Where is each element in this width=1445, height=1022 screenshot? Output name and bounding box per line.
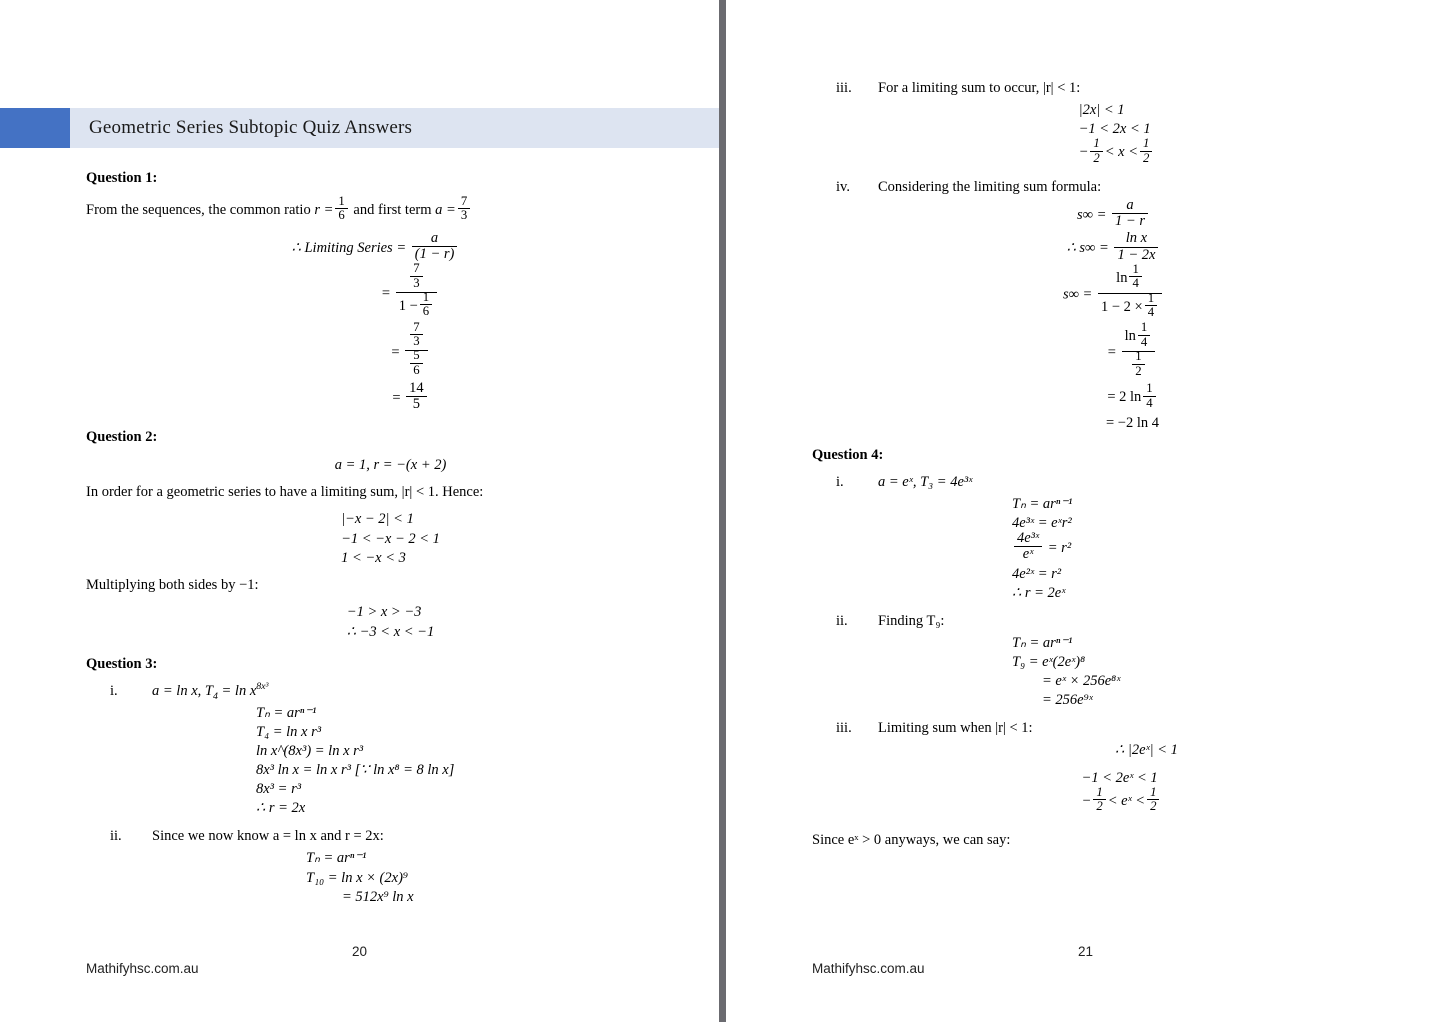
q1-l4-num: 14 [409, 380, 424, 397]
footer-site-right: Mathifyhsc.com.au [812, 961, 925, 976]
q3-iii-numeral: iii. [836, 80, 852, 96]
q1-l1-den: (1 − r) [412, 246, 458, 262]
q3-iv-l3-num-d: 4 [1129, 276, 1141, 290]
question-2-given [86, 456, 695, 475]
question-3-part-i [86, 680, 695, 702]
q3-iii-a-n: 1 [1093, 136, 1100, 151]
page-number-right: 21 [1077, 944, 1094, 959]
question-3-ii-working [306, 849, 695, 906]
q3-i-step-1: Tₙ = arⁿ⁻¹ [256, 704, 317, 721]
q2-step-1: |−x − 2| < 1 [341, 511, 414, 528]
question-1-intro [86, 194, 695, 225]
q4-ii-step-4: = 256e⁹ˣ [1042, 692, 1093, 709]
q3-iv-l1-num: a [1126, 196, 1134, 213]
q2-step-3: 1 < −x < 3 [341, 549, 406, 566]
question-3-part-ii [86, 828, 695, 845]
q4-ii-numeral: ii. [836, 612, 848, 629]
question-4-ii-working [1012, 634, 1421, 711]
q2b-step-2: ∴ −3 < x < −1 [346, 623, 435, 640]
q1-l3-eq: = [391, 344, 400, 361]
q3-i-step-3: ln x^(8x³) = ln x r³ [256, 742, 364, 759]
q1-l2-den-n: 1 [422, 289, 430, 304]
q3-iv-numeral: iv. [836, 179, 850, 196]
question-4-i-working [1012, 495, 1421, 603]
q4-iii-step-2: −1 < 2eˣ < 1 [1081, 769, 1158, 786]
q3-iv-l4-num-pre: ln [1124, 328, 1136, 345]
q1-limiting-series-label: ∴ Limiting Series = [291, 239, 407, 256]
question-4-heading: Question 4: [812, 446, 884, 463]
q3-i-step-4: 8x³ ln x = ln x r³ [∵ ln x⁸ = 8 ln x] [256, 762, 455, 779]
q3-iv-l1-lhs: s∞ = [1077, 207, 1107, 224]
q3-i-step-6: ∴ r = 2x [256, 800, 306, 817]
q3-iii-step-2: −1 < 2x < 1 [1078, 121, 1151, 138]
q3-iv-l4-num-n: 1 [1140, 320, 1148, 335]
q2b-step-1: −1 > x > −3 [346, 604, 422, 621]
question-2-steps-2 [86, 603, 695, 641]
q4-ii-step-1: Tₙ = arⁿ⁻¹ [1012, 634, 1073, 651]
q4-i-step-2: 4e³ˣ = eˣr² [1012, 515, 1072, 532]
q4-ii-text: Finding T₉: [878, 612, 945, 629]
q4-iii-final-mid: < eˣ < [1107, 792, 1146, 809]
q3-iii-a-d: 2 [1090, 151, 1102, 165]
q3-iv-l5-n: 1 [1146, 381, 1153, 396]
page-gutter-divider [719, 0, 726, 1022]
q1-l4-eq: = [392, 390, 401, 407]
question-1-heading: Question 1: [86, 170, 158, 186]
q1-intro-mid: and first term [349, 202, 436, 219]
q4-ii-step-3: = eˣ × 256e⁸ˣ [1042, 673, 1121, 690]
question-2-text-1: In order for a geometric series to have a limiting sum, |r| < 1. Hence: [86, 483, 484, 500]
question-2-text-2: Multiplying both sides by −1: [86, 576, 259, 593]
q3-iv-l4-lhs: = [1107, 345, 1116, 362]
q1-l3-num-n: 7 [413, 319, 420, 334]
question-4-part-iii [812, 720, 1421, 737]
q3-iii-b-n: 1 [1143, 136, 1150, 151]
q3-iii-final-left: − [1078, 144, 1089, 161]
page-number-left: 20 [351, 944, 368, 959]
q3-ii-step-2: T₁₀ = ln x × (2x)⁹ [306, 869, 408, 886]
q4-i-frac-den: eˣ [1014, 546, 1042, 562]
q3-iii-text: For a limiting sum to occur, |r| < 1: [878, 80, 1081, 96]
q4-iii-numeral: iii. [836, 720, 852, 737]
q3-iv-l4-den-n: 1 [1135, 349, 1142, 364]
q4-iii-text: Limiting sum when |r| < 1: [878, 720, 1033, 737]
q1-l3-den-n: 5 [413, 348, 420, 363]
q1-r-den: 6 [335, 208, 347, 222]
q3-iii-b-d: 2 [1140, 151, 1152, 165]
q1-l2-den-left: 1 − [398, 298, 418, 315]
q3-iv-l2-den: 1 − 2x [1114, 247, 1158, 263]
q4-iii-step-1: ∴ |2eˣ| < 1 [1115, 742, 1178, 759]
right-page-content [812, 80, 1421, 859]
q4-iii-b-n: 1 [1150, 784, 1157, 799]
q3-iv-l3-num-n: 1 [1132, 261, 1139, 276]
q1-intro-a: a = [435, 202, 456, 219]
question-2-steps [86, 510, 695, 567]
page-right [726, 0, 1445, 1022]
q2-given: a = 1, r = −(x + 2) [334, 456, 447, 473]
q3-i-given-sub: 4 [212, 690, 218, 702]
footer-site-left: Mathifyhsc.com.au [86, 961, 199, 976]
question-4-closing: Since eˣ > 0 anyways, we can say: [812, 832, 1011, 849]
q3-iv-l2-lhs: ∴ s∞ = [1066, 240, 1109, 257]
q1-l2-num-n: 7 [413, 261, 420, 276]
q4-i-frac-rhs: = r² [1047, 540, 1072, 557]
q3-iv-l3-den-d: 4 [1145, 305, 1157, 319]
q1-a-num: 7 [460, 194, 468, 209]
q3-ii-numeral: ii. [110, 828, 122, 845]
q1-l3-num-d: 3 [410, 334, 422, 348]
q1-l2-den-d: 6 [420, 304, 432, 318]
q4-i-step-1: Tₙ = arⁿ⁻¹ [1012, 495, 1073, 512]
q3-iv-l3-num-pre: ln [1116, 269, 1128, 286]
q4-ii-step-2: T₉ = eˣ(2eˣ)⁸ [1012, 654, 1086, 670]
q3-i-step-2: T₄ = ln x r³ [256, 723, 322, 740]
q3-iv-l6: = −2 ln 4 [1105, 414, 1159, 431]
question-3-iii-working [812, 101, 1421, 167]
q4-iii-a-d: 2 [1093, 799, 1105, 813]
q1-intro-prefix: From the sequences, the common ratio [86, 202, 315, 219]
q2-step-2: −1 < −x − 2 < 1 [341, 530, 440, 547]
question-4-part-i [812, 474, 1421, 491]
q3-i-numeral: i. [110, 682, 118, 699]
q4-iii-a-n: 1 [1096, 784, 1103, 799]
q3-ii-step-1: Tₙ = arⁿ⁻¹ [306, 850, 367, 867]
q3-i-given-rest: = ln x [217, 682, 257, 699]
q3-i-given-exp: 8x³ [256, 680, 269, 692]
q4-i-step-5: ∴ r = 2eˣ [1012, 584, 1066, 601]
question-4-iii-working [812, 741, 1421, 815]
question-4-part-ii [812, 613, 1421, 630]
q3-iv-l3-den-n: 1 [1147, 290, 1155, 305]
page-left [0, 0, 719, 1022]
q1-l1-num: a [430, 229, 439, 246]
q4-i-numeral: i. [836, 473, 844, 490]
q3-iv-l1-den: 1 − r [1112, 213, 1148, 229]
q1-a-den: 3 [458, 208, 470, 222]
question-3-part-iii [812, 80, 1421, 97]
q3-iv-l2-num: ln x [1125, 230, 1148, 247]
q3-iv-l4-num-d: 4 [1138, 335, 1150, 349]
q3-iv-text: Considering the limiting sum formula: [878, 179, 1102, 196]
q3-ii-text: Since we now know a = ln x and r = 2x: [152, 828, 384, 845]
q3-iv-l4-den-d: 2 [1132, 364, 1144, 378]
banner-accent-swatch [0, 108, 70, 148]
q4-i-frac-num: 4e³ˣ [1017, 530, 1040, 547]
q3-i-step-5: 8x³ = r³ [256, 781, 302, 798]
chapter-banner [0, 108, 719, 148]
question-3-heading: Question 3: [86, 655, 158, 672]
question-2-heading: Question 2: [86, 428, 158, 445]
q1-l2-eq: = [381, 285, 391, 302]
q1-intro-r: r = [314, 202, 334, 219]
q3-iv-l5-lhs: = 2 ln [1107, 389, 1142, 406]
q3-iv-l5-d: 4 [1143, 396, 1155, 410]
q3-iii-final-mid: < x < [1104, 144, 1139, 161]
q3-iv-l3-lhs: s∞ = [1062, 286, 1093, 303]
q4-iii-final-left: − [1081, 792, 1092, 809]
question-3-part-iv [812, 179, 1421, 196]
q3-i-given-a: a = ln x, T [152, 682, 213, 699]
question-1-working [86, 229, 695, 415]
q4-iii-b-d: 2 [1147, 799, 1159, 813]
q1-l4-den: 5 [406, 396, 427, 412]
question-3-i-working [256, 704, 695, 819]
q1-r-num: 1 [338, 194, 345, 209]
q3-iii-step-1: |2x| < 1 [1078, 102, 1125, 118]
q1-l3-den-d: 6 [410, 363, 422, 377]
left-page-content [86, 170, 695, 915]
q4-i-step-4: 4e²ˣ = r² [1012, 565, 1062, 582]
q4-i-given: a = eˣ, T₃ = 4e³ˣ [878, 473, 973, 490]
page-title: Geometric Series Subtopic Quiz Answers [89, 117, 413, 138]
question-3-iv-working [812, 196, 1421, 433]
q3-ii-step-3: = 512x⁹ ln x [342, 888, 414, 905]
q1-l2-num-d: 3 [410, 276, 422, 290]
q3-iv-l3-den-pre: 1 − 2 × [1100, 298, 1143, 315]
